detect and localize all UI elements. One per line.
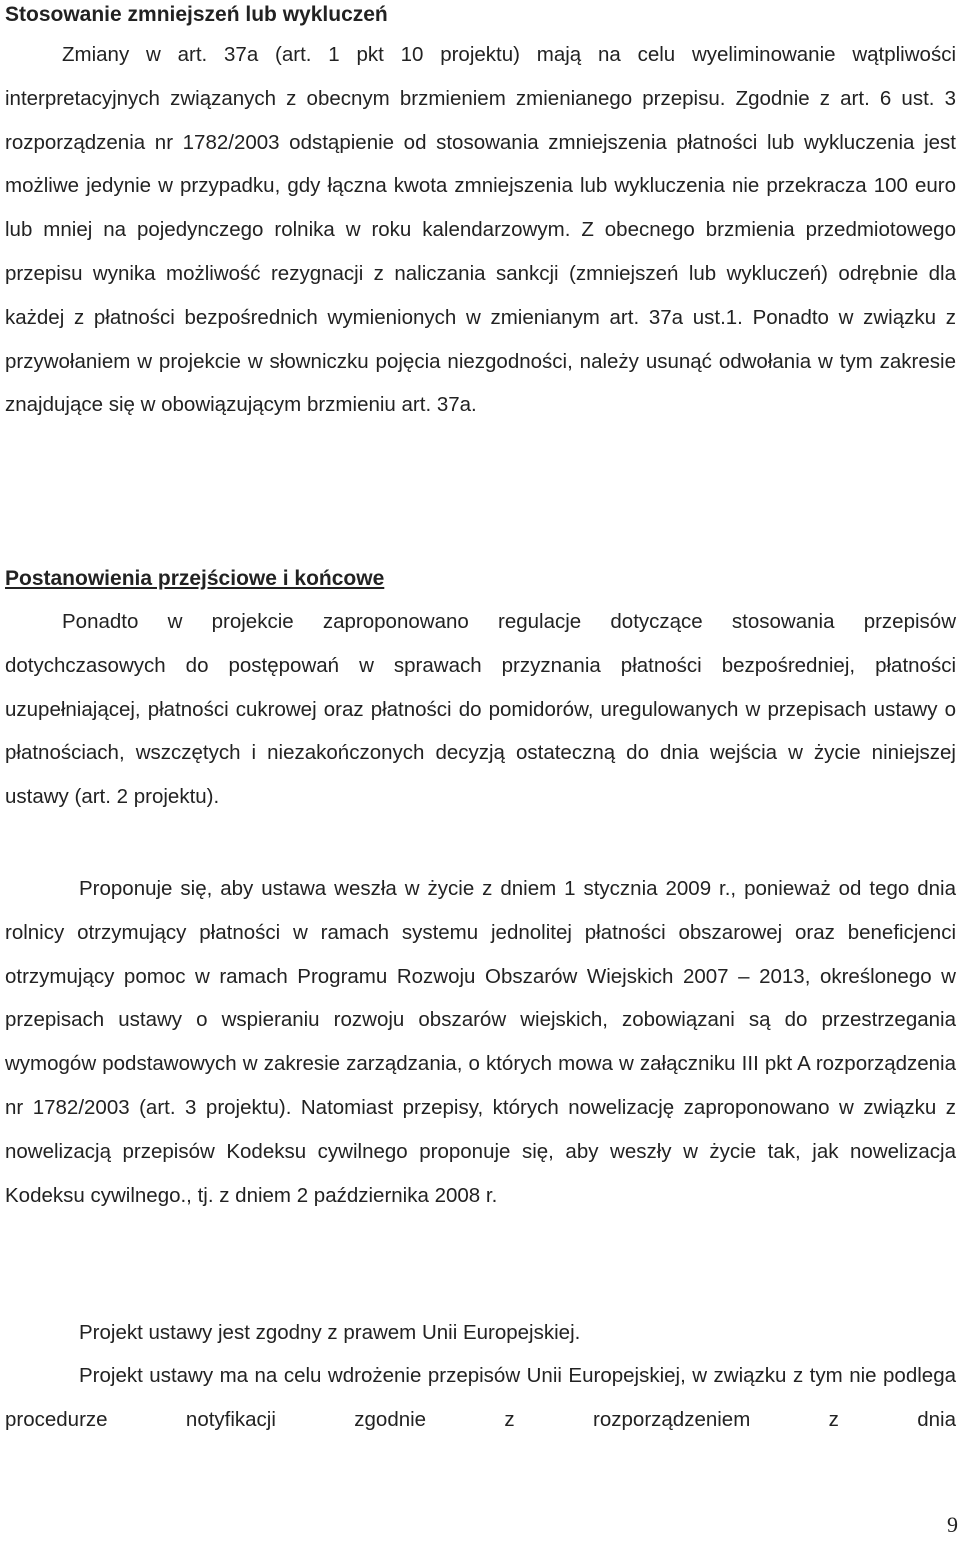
section-heading-reductions: Stosowanie zmniejszeń lub wykluczeń [5,3,388,26]
paragraph-eu-notification: Projekt ustawy ma na celu wdrożenie przepisów Unii Europejskiej, w związku z tym nie podlega procedurze notyfikacji zgodnie z rozporządzeniem z dnia [5,1364,956,1431]
page-number: 9 [947,1512,958,1537]
section-heading-final-provisions: Postanowienia przejściowe i końcowe [5,567,385,590]
paragraph-transitional: Ponadto w projekcie zaproponowano regulacje dotyczące stosowania przepisów dotychczasowych do postępowań w sprawach przyznania płatności bezpośredniej, płatności uzupełniającej, płatności cukrowej oraz płatności do pomidorów, uregulowanych w przepisach ustawy o płatnościach, wszczętych i niezakończonych decyzją ostateczną do dnia wejścia w życie niniejszej ustawy (art. 2 projektu). [5,610,956,809]
paragraph-entry-into-force: Proponuje się, aby ustawa weszła w życie z dniem 1 stycznia 2009 r., ponieważ od tego dnia rolnicy otrzymujący płatności w ramach systemu jednolitej płatności obszarowej oraz beneficjenci otrzymujący pomoc w ramach Programu Rozwoju Obszarów Wiejskich 2007 – 2013, określonego w przepisach ustawy o wspieraniu rozwoju obszarów wiejskich, zobowiązani są do przestrzegania wymogów podstawowych w zakresie zarządzania, o których mowa w załączniku III pkt A rozporządzenia nr 1782/2003 (art. 3 projektu). Natomiast przepisy, których nowelizację zaproponowano w związku z nowelizacją przepisów Kodeksu cywilnego proponuje się, aby weszły w życie tak, jak nowelizacja Kodeksu cywilnego., tj. z dniem 2 października 2008 r. [5,877,956,1207]
paragraph-reductions: Zmiany w art. 37a (art. 1 pkt 10 projektu) mają na celu wyeliminowanie wątpliwości interpretacyjnych związanych z obecnym brzmieniem zmienianego przepisu. Zgodnie z art. 6 ust. 3 rozporządzenia nr 1782/2003 odstąpienie od stosowania zmniejszenia płatności lub wykluczenia jest możliwe jedynie w przypadku, gdy łączna kwota zmniejszenia lub wykluczenia nie przekracza 100 euro lub mniej na pojedynczego rolnika w roku kalendarzowym. Z obecnego brzmienia przedmiotowego przepisu wynika możliwość rezygnacji z naliczania sankcji (zmniejszeń lub wykluczeń) odrębnie dla każdej z płatności bezpośrednich wymienionych w zmienianym art. 37a ust.1. Ponadto w związku z przywołaniem w projekcie w słowniczku pojęcia niezgodności, należy usunąć odwołania w tym zakresie znajdujące się w obowiązującym brzmieniu art. 37a. [5,43,956,417]
paragraph-eu-compliance: Projekt ustawy jest zgodny z prawem Unii Europejskiej. [79,1321,581,1344]
